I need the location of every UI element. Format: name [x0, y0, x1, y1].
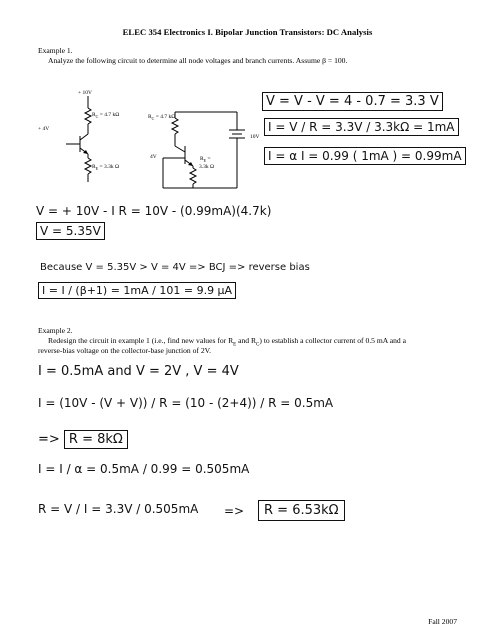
example1-prompt: Analyze the following circuit to determine all node voltages and branch currents. Assume β = 100. — [48, 56, 348, 65]
footer-date: Fall 2007 — [428, 617, 457, 626]
left-base-label: + 4V — [38, 126, 50, 132]
ib-equation: I = I / (β+1) = 1mA / 101 = 9.9 μA — [38, 282, 236, 299]
left-rc-label: $R_C = 4.7$ kΩ — [92, 112, 120, 120]
rc-result: R = 8kΩ — [64, 430, 128, 449]
right-rc-label: $R_C = 4.7$ kΩ — [148, 114, 176, 122]
vc-equation: V = + 10V - I R = 10V - (0.99mA)(4.7k) — [36, 204, 272, 218]
vc-result: V = 5.35V — [36, 222, 105, 240]
example2-heading: Example 2. — [38, 326, 73, 335]
re-result: R = 6.53kΩ — [258, 500, 345, 521]
example2-prompt-line2: reverse-bias voltage on the collector-base junction of 2V. — [38, 346, 212, 355]
because-statement: Because V = 5.35V > V = 4V => BCJ => reverse bias — [40, 262, 310, 273]
right-re-value: 3.3k Ω — [199, 164, 215, 170]
right-base-label: 4V — [150, 154, 157, 160]
circuit-diagram-left — [30, 86, 140, 186]
given-values: I = 0.5mA and V = 2V , V = 4V — [38, 364, 239, 379]
page-title: ELEC 354 Electronics I. Bipolar Junction Transistors: DC Analysis — [122, 27, 373, 37]
right-battery-label: 10V — [250, 134, 260, 140]
ie-design-equation: I = I / α = 0.5mA / 0.99 = 0.505mA — [38, 462, 250, 476]
ie-equation: I = V / R = 3.3V / 3.3kΩ = 1mA — [264, 118, 459, 136]
re-design-equation: R = V / I = 3.3V / 0.505mA — [38, 502, 199, 516]
implies-arrow: => — [224, 504, 245, 518]
ic-design-equation: I = (10V - (V + V)) / R = (10 - (2+4)) / R = 0.5mA — [38, 396, 334, 410]
rc-result-row: => R = 8kΩ — [38, 432, 128, 447]
left-re-label: $R_E = 3.3k$ Ω — [92, 164, 120, 172]
example1-heading: Example 1. — [38, 46, 73, 55]
ic-equation: I = α I = 0.99 ( 1mA ) = 0.99mA — [264, 147, 466, 165]
ve-equation: V = V - V = 4 - 0.7 = 3.3 V — [262, 92, 443, 111]
example2-prompt-line1: Redesign the circuit in example 1 (i.e., find new values for $R_E$ and $R_C$) to establish a collector current of 0.5 mA and a — [48, 336, 406, 348]
right-re-label: $R_E$ = — [200, 156, 211, 164]
left-supply-label: + 10V — [78, 90, 92, 96]
